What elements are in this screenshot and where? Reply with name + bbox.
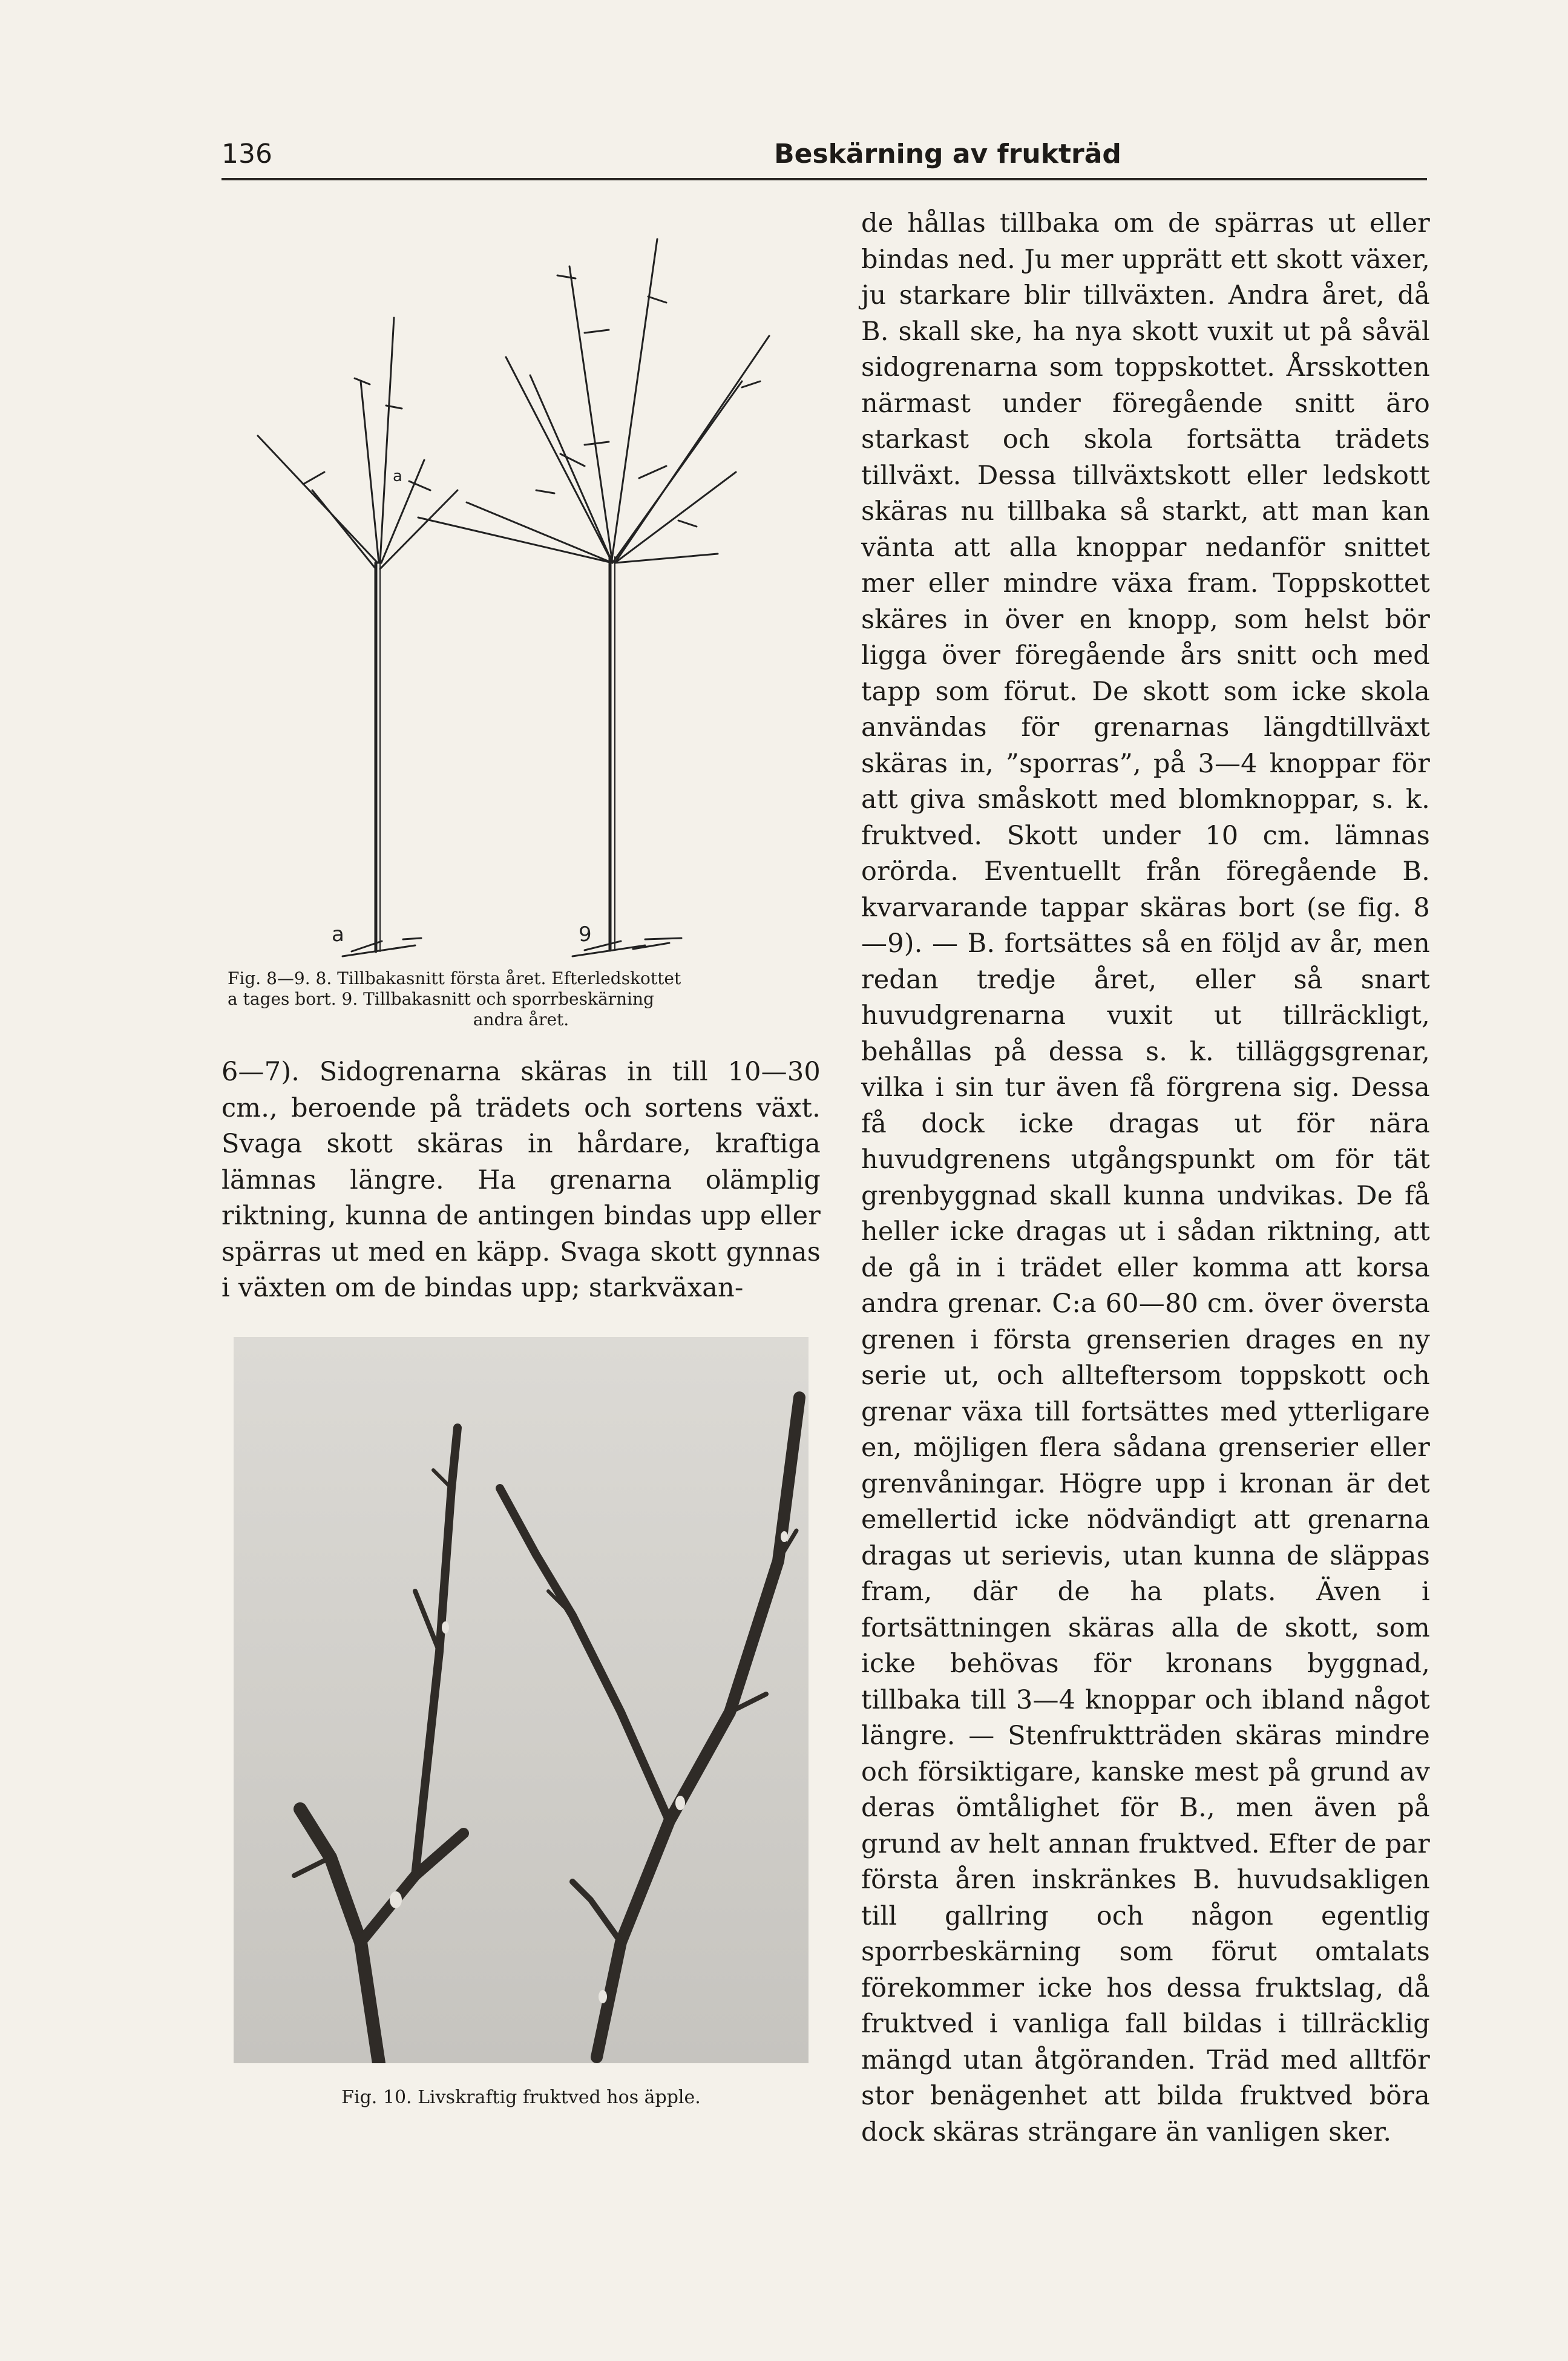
running-title: Beskärning av frukträd — [774, 139, 1121, 169]
running-head — [221, 130, 1427, 180]
label-9-tree9: 9 — [579, 922, 592, 947]
caption-line: a tages bort. 9. Tillbakasnitt och sporrbeskärning — [228, 989, 654, 1009]
fruit-wood-photo — [234, 1337, 809, 2063]
paragraph: 6—7). Sidogrenarna skäras in till 10—30 cm., beroende på trädets och sortens växt. Svaga skott skäras in hårdare, kraftiga lämnas längre. Ha grenarna olämplig riktning, kunna de antingen bindas upp eller spärras ut med en käpp. Svaga skott gynnas i växten om de bindas upp; starkväxan- — [221, 1057, 821, 1303]
caption-line: andra året. — [473, 1010, 569, 1029]
figure-8-9-drawing — [221, 206, 821, 968]
left-column — [221, 206, 821, 2108]
figure-10-caption: Fig. 10. Livskraftig fruktved hos äpple. — [341, 2086, 701, 2108]
paragraph: de hållas tillbaka om de spärras ut eller bindas ned. Ju mer upprätt ett skott växer, ju starkare blir tillväxten. Andra året, då B. skall ske, ha nya skott vuxit ut på såväl sidogrenarna som toppskottet. Årsskotten närmast under föregående snitt äro starkast och skola fortsätta trädets tillväxt. Dessa tillväxtskott eller ledskott skäras nu tillbaka så starkt, att man kan vänta att alla knoppar nedanför snittet mer eller mindre växa fram. Toppskottet skäres in över en knopp, som helst bör ligga över föregående års snitt och med tapp som förut. De skott som icke skola användas för grenarnas längdtillväxt skäras in, ”sporras”, på 3—4 knoppar för att giva småskott med blomknoppar, s. k. fruktved. Skott under 10 cm. lämnas orörda. Eventuellt från föregående B. kvarvarande tappar skäras bort (se fig. 8—9). — B. fortsättes så en följd av år, men redan tredje året, eller så snart huvudgrenarna vuxit ut tillräckligt, behållas på dessa s. k. tilläggsgrenar, vilka i sin tur även få förgrena sig. Dessa få dock icke dragas ut för nära huvudgrenens utgångspunkt om för tät grenbyggnad skall kunna undvikas. De få heller icke dragas ut i sådan riktning, att de gå in i trädet eller komma att korsa andra grenar. C:a 60—80 cm. över översta grenen i första grenserien drages en ny serie ut, och allteftersom toppskott och grenar växa till fortsättes med ytterligare en, möjligen flera sådana grenserier eller grenvåningar. Högre upp i kronan är det emellertid icke nödvändigt att grenarna dragas ut serievis, utan kunna de släppas fram, där de ha plats. Även i fortsättningen skäras alla de skott, som icke behövas för kronans byggnad, tillbaka till 3—4 knoppar och ibland något längre. — Stenfruktträden skäras mindre och försiktigare, kanske mest på grund av deras ömtålighet för B., men även på grund av helt annan fruktved. Efter de par första åren inskränkes B. huvudsakligen till gallring och någon egentlig sporrbeskärning som förut omtalats förekommer icke hos dessa fruktslag, då fruktved i vanliga fall bildas i tillräcklig mängd utan åtgöranden. Träd med alltför stor benägenhet att bilda fruktved böra dock skäras strängare än vanligen sker. — [861, 208, 1430, 2147]
right-body-text — [861, 206, 1430, 2150]
right-column — [861, 206, 1430, 2150]
caption-line: Fig. 8—9. 8. Tillbakasnitt första året. Efterledskottet — [228, 968, 681, 988]
pruning-diagram — [221, 206, 821, 968]
label-a-tree8: a — [332, 922, 344, 947]
left-body-text — [221, 1054, 821, 1307]
figure-10-photo — [234, 1337, 809, 2063]
page-number: 136 — [221, 139, 272, 169]
figure-8-9-caption — [228, 968, 815, 1030]
label-a-branch: a — [393, 467, 402, 485]
